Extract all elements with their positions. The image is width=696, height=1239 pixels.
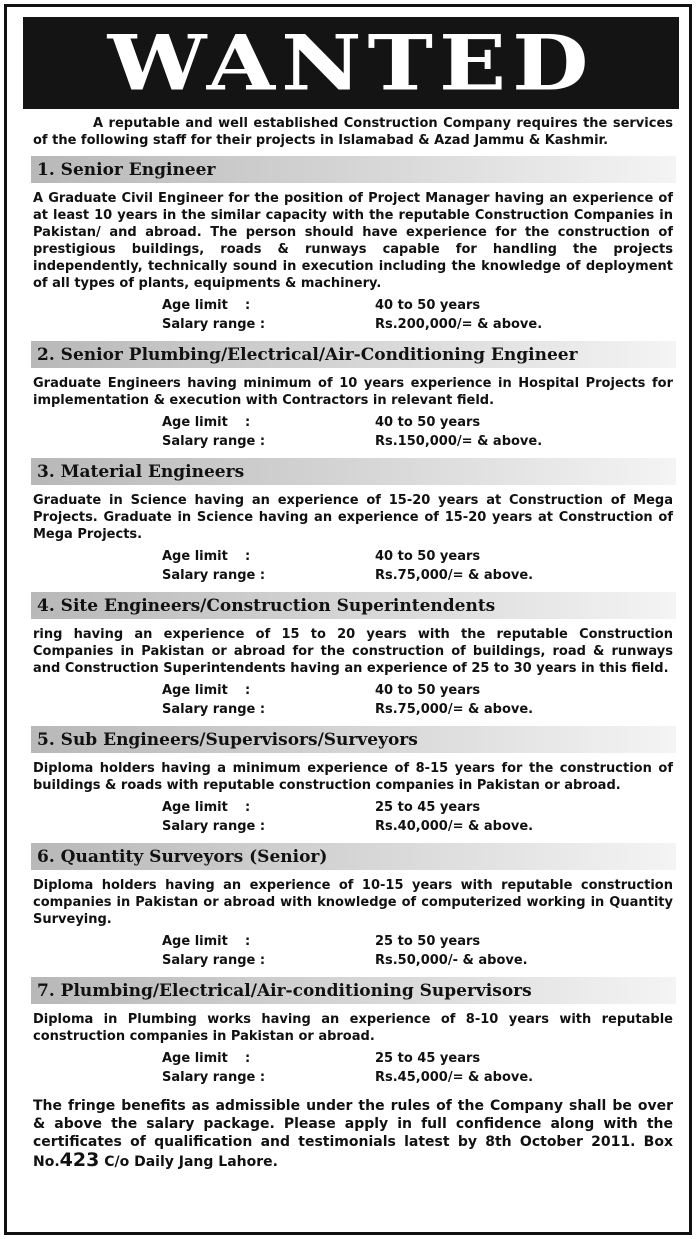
job-section: [33, 341, 673, 451]
age-limit-colon: :: [245, 415, 251, 430]
salary-range-value: Rs.45,000/= & above.: [375, 1070, 534, 1085]
section-title-bar: [31, 592, 676, 619]
age-limit-value: 40 to 50 years: [375, 549, 481, 564]
salary-range-label: Salary range :: [162, 819, 266, 834]
age-limit-value: 40 to 50 years: [375, 415, 481, 430]
salary-range-label: Salary range :: [162, 317, 266, 332]
age-limit-value: 40 to 50 years: [375, 683, 481, 698]
section-title: 2. Senior Plumbing/Electrical/Air-Conditioning Engineer: [37, 344, 578, 365]
section-description: Diploma holders having an experience of 10-15 years with reputable construction companies in Pakistan or abroad with knowledge of computerized working in Quantity Surveying.: [33, 878, 673, 927]
salary-range-row: [33, 700, 673, 719]
age-limit-label: Age limit: [162, 934, 228, 949]
age-limit-value: 40 to 50 years: [375, 298, 481, 313]
job-section: [33, 977, 673, 1087]
section-title-bar: [31, 156, 676, 183]
salary-range-spacer: [245, 1068, 375, 1087]
section-title: 4. Site Engineers/Construction Superintendents: [37, 595, 496, 616]
section-description: Diploma in Plumbing works having an experience of 8-10 years with reputable construction companies in Pakistan or abroad.: [33, 1012, 673, 1044]
ad-content: [33, 111, 673, 1171]
age-limit-row: [33, 547, 673, 566]
section-title: 1. Senior Engineer: [37, 159, 216, 180]
section-title-bar: [31, 843, 676, 870]
job-section: [33, 592, 673, 719]
job-section: [33, 458, 673, 585]
section-title-bar: [31, 458, 676, 485]
section-title-bar: [31, 977, 676, 1004]
age-limit-row: [33, 798, 673, 817]
age-limit-colon: :: [245, 800, 251, 815]
salary-range-row: [33, 1068, 673, 1087]
salary-range-spacer: [245, 700, 375, 719]
age-limit-label: Age limit: [162, 1051, 228, 1066]
section-description: Graduate Engineers having minimum of 10 years experience in Hospital Projects for implementation & execution with Contractors in relevant field.: [33, 376, 673, 408]
age-limit-value: 25 to 45 years: [375, 1051, 481, 1066]
salary-range-value: Rs.200,000/= & above.: [375, 317, 543, 332]
age-limit-colon: :: [245, 934, 251, 949]
section-description: A Graduate Civil Engineer for the position of Project Manager having an experience of at least 10 years in the similar capacity with the reputable Construction Companies in Pakistan/ and abroad. The person should have experience for the construction of prestigious buildings, roads & runways capable for handling the projects independently, technically sound in execution including the knowledge of deployment of all types of plants, equipments & machinery.: [33, 191, 673, 291]
age-limit-colon: :: [245, 683, 251, 698]
section-facts: [33, 1049, 673, 1087]
salary-range-row: [33, 951, 673, 970]
section-facts: [33, 413, 673, 451]
section-facts: [33, 547, 673, 585]
age-limit-label: Age limit: [162, 549, 228, 564]
closing-text: The fringe benefits as admissible under the rules of the Company shall be over & above the salary package. Please apply in full confidence along with the certificates of qualification and testimonials latest by 8th October 2011. Box No.: [33, 1098, 673, 1170]
salary-range-label: Salary range :: [162, 434, 266, 449]
section-description: Graduate in Science having an experience of 15-20 years at Construction of Mega Projects. Graduate in Science having an experience of 15-20 years at Construction of Mega Projects.: [33, 493, 673, 542]
salary-range-row: [33, 315, 673, 334]
salary-range-label: Salary range :: [162, 1070, 266, 1085]
salary-range-value: Rs.40,000/= & above.: [375, 819, 534, 834]
section-facts: [33, 932, 673, 970]
section-title: 5. Sub Engineers/Supervisors/Surveyors: [37, 729, 418, 750]
age-limit-label: Age limit: [162, 415, 228, 430]
age-limit-colon: :: [245, 1051, 251, 1066]
sections-list: [33, 156, 673, 1087]
salary-range-row: [33, 432, 673, 451]
salary-range-value: Rs.50,000/- & above.: [375, 953, 528, 968]
salary-range-value: Rs.150,000/= & above.: [375, 434, 543, 449]
section-title-bar: [31, 341, 676, 368]
section-title-bar: [31, 726, 676, 753]
age-limit-row: [33, 413, 673, 432]
job-section: [33, 843, 673, 970]
age-limit-colon: :: [245, 549, 251, 564]
section-facts: [33, 798, 673, 836]
section-title: 3. Material Engineers: [37, 461, 245, 482]
section-description: Diploma holders having a minimum experience of 8-15 years for the construction of buildings & roads with reputable construction companies in Pakistan or abroad.: [33, 761, 673, 793]
salary-range-spacer: [245, 817, 375, 836]
salary-range-spacer: [245, 432, 375, 451]
age-limit-label: Age limit: [162, 800, 228, 815]
salary-range-value: Rs.75,000/= & above.: [375, 568, 534, 583]
header-banner: [23, 17, 679, 109]
advertisement-frame: [4, 4, 692, 1235]
section-facts: [33, 681, 673, 719]
job-section: [33, 156, 673, 334]
salary-range-value: Rs.75,000/= & above.: [375, 702, 534, 717]
job-section: [33, 726, 673, 836]
age-limit-colon: :: [245, 298, 251, 313]
header-title: WANTED: [107, 18, 595, 108]
age-limit-row: [33, 296, 673, 315]
salary-range-row: [33, 566, 673, 585]
closing-text-end: C/o Daily Jang Lahore.: [99, 1154, 278, 1170]
salary-range-label: Salary range :: [162, 568, 266, 583]
salary-range-row: [33, 817, 673, 836]
salary-range-spacer: [245, 315, 375, 334]
age-limit-label: Age limit: [162, 683, 228, 698]
section-title: 6. Quantity Surveyors (Senior): [37, 846, 328, 867]
salary-range-spacer: [245, 566, 375, 585]
section-title: 7. Plumbing/Electrical/Air-conditioning Supervisors: [37, 980, 532, 1001]
salary-range-spacer: [245, 951, 375, 970]
section-facts: [33, 296, 673, 334]
box-number: 423: [59, 1149, 100, 1171]
section-description: ring having an experience of 15 to 20 years with the reputable Construction Companies in Pakistan or abroad for the construction of buildings, road & runways and Construction Superintendents having an experience of 25 to 30 years in this field.: [33, 627, 673, 676]
salary-range-label: Salary range :: [162, 702, 266, 717]
age-limit-value: 25 to 45 years: [375, 800, 481, 815]
age-limit-row: [33, 1049, 673, 1068]
closing-paragraph: [33, 1097, 673, 1171]
age-limit-value: 25 to 50 years: [375, 934, 481, 949]
age-limit-label: Age limit: [162, 298, 228, 313]
age-limit-row: [33, 681, 673, 700]
age-limit-row: [33, 932, 673, 951]
intro-paragraph: A reputable and well established Construction Company requires the services of the following staff for their projects in Islamabad & Azad Jammu & Kashmir.: [33, 116, 673, 148]
salary-range-label: Salary range :: [162, 953, 266, 968]
